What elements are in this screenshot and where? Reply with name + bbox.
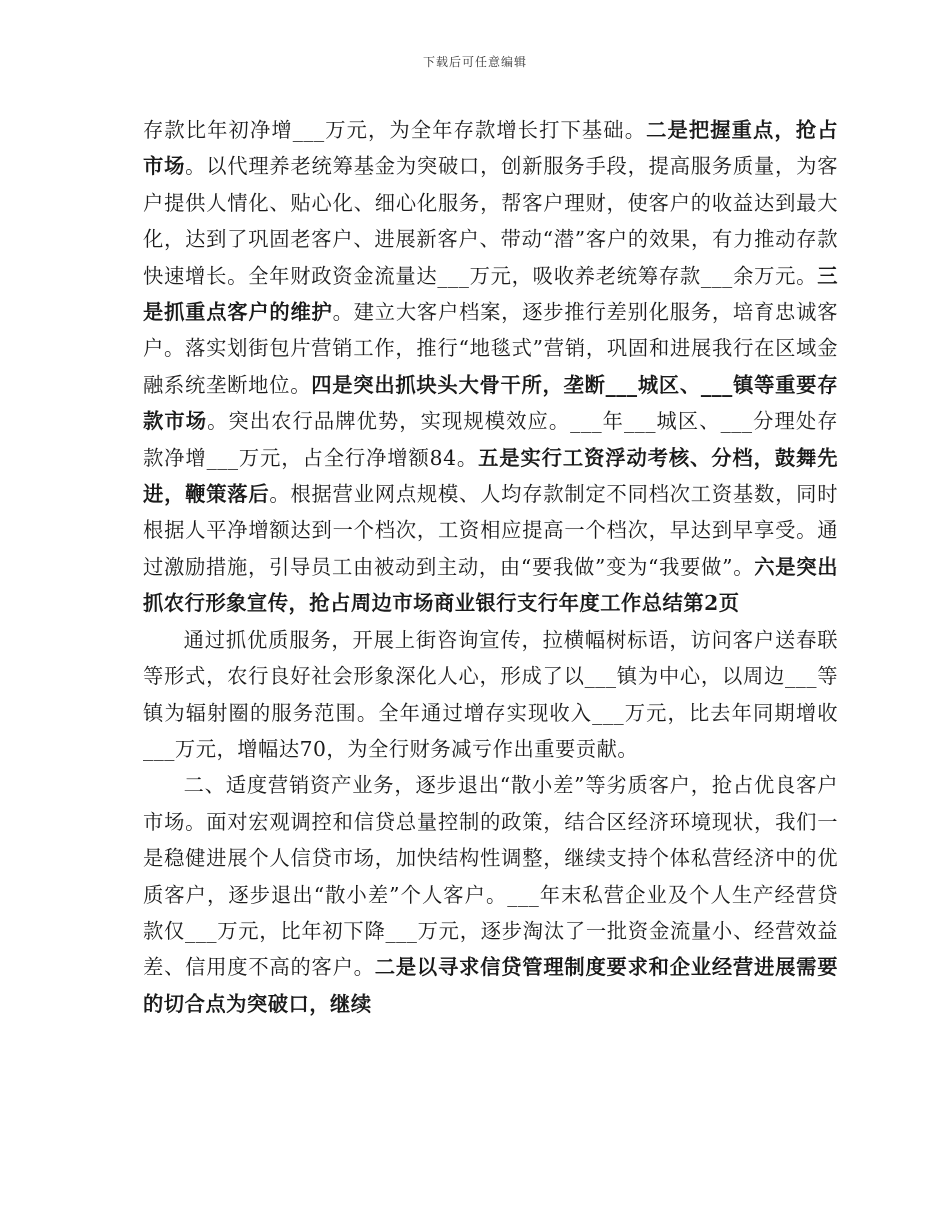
paragraph-2 bbox=[143, 622, 838, 768]
page-header: 下载后可任意编辑 bbox=[422, 55, 527, 69]
text-run: 存款比年初净增___万元，为全年存款增长打下基础。 bbox=[143, 118, 647, 142]
text-run: 。突出农行品牌优势，实现规模效应。___年___城区、___分理处存款净增___万元，占全行净增额84。 bbox=[143, 409, 838, 470]
bold-heading: 五是实行工资浮动考核、分档，鼓舞先进，鞭策落后 bbox=[143, 445, 838, 507]
bold-heading: 二是以寻求信贷管理制度要求和企业经营进展需要的切合点为突破口，继续 bbox=[143, 955, 838, 1016]
bold-heading: 六是突出抓农行形象宣传，抢占周边市场商业银行支行年度工作总结第2页 bbox=[143, 554, 838, 616]
document-body bbox=[143, 112, 838, 1022]
text-run: 。根据营业网点规模、人均存款制定不同档次工资基数，同时根据人平净增额达到一个档次，工资相应提高一个档次，早达到早享受。通过激励措施，引导员工由被动到主动，由“要我做”变为“我要做”。 bbox=[143, 482, 838, 579]
paragraph-3 bbox=[143, 767, 838, 1022]
text-run: 通过抓优质服务，开展上街咨询宣传，拉横幅树标语，访问客户送春联等形式，农行良好社会形象深化人心，形成了以___镇为中心，以周边___等镇为辐射圈的服务范围。全年通过增存实现收入___万元，比去年同期增收___万元，增幅达70，为全行财务减亏作出重要贡献。 bbox=[143, 627, 838, 761]
bold-heading: 四是突出抓块头大骨干所，垄断___城区、___镇等重要存款市场 bbox=[143, 372, 838, 434]
text-run: 。以代理养老统筹基金为突破口，创新服务手段，提高服务质量，为客户提供人情化、贴心化、细心化服务，帮客户理财，使客户的收益达到最大化，达到了巩固老客户、进展新客户、带动“潜”客户的效果，有力推动存款快速增长。全年财政资金流量达___万元，吸收养老统筹存款___余万元。 bbox=[143, 154, 838, 288]
bold-heading: 三是抓重点客户的维护 bbox=[143, 263, 838, 325]
text-run: 二、适度营销资产业务，逐步退出“散小差”等劣质客户，抢占优良客户市场。面对宏观调控和信贷总量控制的政策，结合区经济环境现状，我们一是稳健进展个人信贷市场，加快结构性调整，继续支持个体私营经济中的优质客户，逐步退出“散小差”个人客户。___年末私营企业及个人生产经营贷款仅___万元，比年初下降___万元，逐步淘汰了一批资金流量小、经营效益差、信用度不高的客户。 bbox=[143, 773, 838, 980]
bold-heading: 二是把握重点，抢占市场 bbox=[143, 118, 838, 179]
paragraph-1 bbox=[143, 112, 838, 622]
text-run: 。建立大客户档案，逐步推行差别化服务，培育忠诚客户。落实划街包片营销工作，推行“地毯式”营销，巩固和进展我行在区域金融系统垄断地位。 bbox=[143, 300, 838, 397]
